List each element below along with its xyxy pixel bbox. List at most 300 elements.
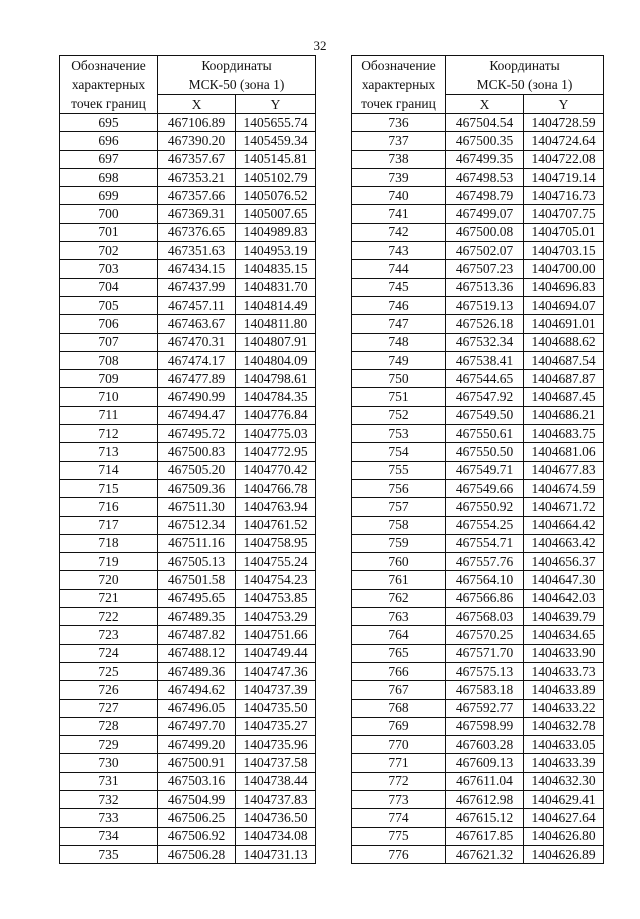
point-id-cell: 708 [60, 351, 158, 369]
point-id-cell: 766 [352, 662, 446, 680]
point-id-cell: 753 [352, 425, 446, 443]
header-coordinates: Координаты МСК-50 (зона 1) [158, 56, 316, 95]
y-coordinate-cell: 1404664.42 [524, 516, 604, 534]
table-row [60, 443, 316, 461]
y-coordinate-cell: 1404647.30 [524, 571, 604, 589]
table-row [60, 608, 316, 626]
y-coordinate-cell: 1404694.07 [524, 296, 604, 314]
x-coordinate-cell: 467566.86 [446, 589, 524, 607]
y-coordinate-cell: 1404688.62 [524, 333, 604, 351]
x-coordinate-cell: 467487.82 [158, 626, 236, 644]
point-id-cell: 719 [60, 553, 158, 571]
point-id-cell: 720 [60, 571, 158, 589]
table-row [352, 553, 604, 571]
y-coordinate-cell: 1404814.49 [236, 296, 316, 314]
x-coordinate-cell: 467571.70 [446, 644, 524, 662]
x-coordinate-cell: 467477.89 [158, 370, 236, 388]
x-coordinate-cell: 467489.35 [158, 608, 236, 626]
y-coordinate-cell: 1404770.42 [236, 461, 316, 479]
point-id-cell: 750 [352, 370, 446, 388]
x-coordinate-cell: 467390.20 [158, 132, 236, 150]
point-id-cell: 755 [352, 461, 446, 479]
y-coordinate-cell: 1404775.03 [236, 425, 316, 443]
coordinates-table-right [351, 55, 604, 864]
y-coordinate-cell: 1404691.01 [524, 315, 604, 333]
x-coordinate-cell: 467592.77 [446, 699, 524, 717]
y-coordinate-cell: 1404716.73 [524, 187, 604, 205]
x-coordinate-cell: 467351.63 [158, 242, 236, 260]
header-point-label: Обозначение характерных точек границ [352, 56, 446, 114]
point-id-cell: 721 [60, 589, 158, 607]
y-coordinate-cell: 1404674.59 [524, 479, 604, 497]
x-coordinate-cell: 467609.13 [446, 754, 524, 772]
table-row [352, 260, 604, 278]
point-id-cell: 768 [352, 699, 446, 717]
y-coordinate-cell: 1404737.83 [236, 790, 316, 808]
point-id-cell: 763 [352, 608, 446, 626]
x-coordinate-cell: 467506.92 [158, 827, 236, 845]
x-coordinate-cell: 467503.16 [158, 772, 236, 790]
y-coordinate-cell: 1404724.64 [524, 132, 604, 150]
point-id-cell: 747 [352, 315, 446, 333]
point-id-cell: 754 [352, 443, 446, 461]
y-coordinate-cell: 1404642.03 [524, 589, 604, 607]
point-id-cell: 705 [60, 296, 158, 314]
table-row [60, 681, 316, 699]
table-row [60, 260, 316, 278]
point-id-cell: 716 [60, 498, 158, 516]
x-coordinate-cell: 467499.07 [446, 205, 524, 223]
point-id-cell: 736 [352, 114, 446, 132]
x-coordinate-cell: 467494.62 [158, 681, 236, 699]
table-row [352, 406, 604, 424]
table-row [352, 534, 604, 552]
point-id-cell: 697 [60, 150, 158, 168]
table-row [352, 608, 604, 626]
coordinates-table-left [59, 55, 316, 864]
table-row [60, 150, 316, 168]
point-id-cell: 725 [60, 662, 158, 680]
table-row [352, 845, 604, 863]
x-coordinate-cell: 467568.03 [446, 608, 524, 626]
table-row [352, 351, 604, 369]
table-row [60, 242, 316, 260]
y-coordinate-cell: 1404633.90 [524, 644, 604, 662]
x-coordinate-cell: 467549.50 [446, 406, 524, 424]
x-coordinate-cell: 467357.66 [158, 187, 236, 205]
y-coordinate-cell: 1404700.00 [524, 260, 604, 278]
table-row [60, 370, 316, 388]
point-id-cell: 728 [60, 717, 158, 735]
point-id-cell: 706 [60, 315, 158, 333]
table-row [60, 553, 316, 571]
y-coordinate-cell: 1404758.95 [236, 534, 316, 552]
table-row [60, 479, 316, 497]
x-coordinate-cell: 467353.21 [158, 168, 236, 186]
point-id-cell: 767 [352, 681, 446, 699]
table-row [60, 772, 316, 790]
y-coordinate-cell: 1404633.73 [524, 662, 604, 680]
y-coordinate-cell: 1404734.08 [236, 827, 316, 845]
point-id-cell: 723 [60, 626, 158, 644]
x-coordinate-cell: 467507.23 [446, 260, 524, 278]
point-id-cell: 760 [352, 553, 446, 571]
y-coordinate-cell: 1404989.83 [236, 223, 316, 241]
point-id-cell: 741 [352, 205, 446, 223]
y-coordinate-cell: 1404633.39 [524, 754, 604, 772]
x-coordinate-cell: 467470.31 [158, 333, 236, 351]
point-id-cell: 758 [352, 516, 446, 534]
table-row [352, 827, 604, 845]
y-coordinate-cell: 1405145.81 [236, 150, 316, 168]
table-row [60, 114, 316, 132]
point-id-cell: 715 [60, 479, 158, 497]
y-coordinate-cell: 1405102.79 [236, 168, 316, 186]
x-coordinate-cell: 467506.25 [158, 809, 236, 827]
y-coordinate-cell: 1404737.39 [236, 681, 316, 699]
point-id-cell: 717 [60, 516, 158, 534]
y-coordinate-cell: 1404719.14 [524, 168, 604, 186]
y-coordinate-cell: 1404772.95 [236, 443, 316, 461]
x-coordinate-cell: 467547.92 [446, 388, 524, 406]
y-coordinate-cell: 1404755.24 [236, 553, 316, 571]
y-coordinate-cell: 1404763.94 [236, 498, 316, 516]
y-coordinate-cell: 1404686.21 [524, 406, 604, 424]
table-row [60, 809, 316, 827]
point-id-cell: 735 [60, 845, 158, 863]
y-coordinate-cell: 1404687.87 [524, 370, 604, 388]
table-row [60, 461, 316, 479]
point-id-cell: 696 [60, 132, 158, 150]
x-coordinate-cell: 467538.41 [446, 351, 524, 369]
y-coordinate-cell: 1404626.89 [524, 845, 604, 863]
x-coordinate-cell: 467504.99 [158, 790, 236, 808]
x-coordinate-cell: 467498.53 [446, 168, 524, 186]
x-coordinate-cell: 467498.79 [446, 187, 524, 205]
point-id-cell: 724 [60, 644, 158, 662]
table-row [352, 443, 604, 461]
x-coordinate-cell: 467369.31 [158, 205, 236, 223]
x-coordinate-cell: 467598.99 [446, 717, 524, 735]
y-coordinate-cell: 1405655.74 [236, 114, 316, 132]
x-coordinate-cell: 467106.89 [158, 114, 236, 132]
y-coordinate-cell: 1404807.91 [236, 333, 316, 351]
y-coordinate-cell: 1404738.44 [236, 772, 316, 790]
point-id-cell: 726 [60, 681, 158, 699]
table-row [60, 754, 316, 772]
x-coordinate-cell: 467505.20 [158, 461, 236, 479]
point-id-cell: 714 [60, 461, 158, 479]
point-id-cell: 756 [352, 479, 446, 497]
table-row [60, 644, 316, 662]
y-coordinate-cell: 1404634.65 [524, 626, 604, 644]
x-coordinate-cell: 467500.91 [158, 754, 236, 772]
x-coordinate-cell: 467434.15 [158, 260, 236, 278]
point-id-cell: 738 [352, 150, 446, 168]
point-id-cell: 718 [60, 534, 158, 552]
point-id-cell: 737 [352, 132, 446, 150]
table-row [60, 589, 316, 607]
x-coordinate-cell: 467500.83 [158, 443, 236, 461]
point-id-cell: 700 [60, 205, 158, 223]
point-id-cell: 704 [60, 278, 158, 296]
x-coordinate-cell: 467376.65 [158, 223, 236, 241]
y-coordinate-cell: 1404731.13 [236, 845, 316, 863]
table-row [352, 754, 604, 772]
point-id-cell: 757 [352, 498, 446, 516]
table-row [352, 388, 604, 406]
y-coordinate-cell: 1404632.30 [524, 772, 604, 790]
y-coordinate-cell: 1404761.52 [236, 516, 316, 534]
table-row [60, 296, 316, 314]
y-coordinate-cell: 1404707.75 [524, 205, 604, 223]
table-row [352, 132, 604, 150]
y-coordinate-cell: 1404632.78 [524, 717, 604, 735]
header-x: X [158, 95, 236, 114]
x-coordinate-cell: 467550.61 [446, 425, 524, 443]
y-coordinate-cell: 1404754.23 [236, 571, 316, 589]
y-coordinate-cell: 1404683.75 [524, 425, 604, 443]
point-id-cell: 746 [352, 296, 446, 314]
table-row [60, 845, 316, 863]
point-id-cell: 744 [352, 260, 446, 278]
table-row [352, 662, 604, 680]
x-coordinate-cell: 467550.92 [446, 498, 524, 516]
point-id-cell: 772 [352, 772, 446, 790]
table-row [352, 809, 604, 827]
x-coordinate-cell: 467488.12 [158, 644, 236, 662]
point-id-cell: 776 [352, 845, 446, 863]
point-id-cell: 759 [352, 534, 446, 552]
header-y: Y [524, 95, 604, 114]
point-id-cell: 727 [60, 699, 158, 717]
x-coordinate-cell: 467621.32 [446, 845, 524, 863]
x-coordinate-cell: 467496.05 [158, 699, 236, 717]
x-coordinate-cell: 467457.11 [158, 296, 236, 314]
point-id-cell: 742 [352, 223, 446, 241]
point-id-cell: 762 [352, 589, 446, 607]
point-id-cell: 710 [60, 388, 158, 406]
y-coordinate-cell: 1404627.64 [524, 809, 604, 827]
y-coordinate-cell: 1404735.50 [236, 699, 316, 717]
x-coordinate-cell: 467512.34 [158, 516, 236, 534]
x-coordinate-cell: 467474.17 [158, 351, 236, 369]
table-row [352, 205, 604, 223]
y-coordinate-cell: 1404703.15 [524, 242, 604, 260]
y-coordinate-cell: 1404737.58 [236, 754, 316, 772]
table-row [60, 699, 316, 717]
y-coordinate-cell: 1404735.96 [236, 736, 316, 754]
x-coordinate-cell: 467511.30 [158, 498, 236, 516]
table-row [352, 461, 604, 479]
y-coordinate-cell: 1404626.80 [524, 827, 604, 845]
x-coordinate-cell: 467494.47 [158, 406, 236, 424]
table-row [352, 589, 604, 607]
x-coordinate-cell: 467463.67 [158, 315, 236, 333]
y-coordinate-cell: 1404798.61 [236, 370, 316, 388]
table-row [60, 205, 316, 223]
x-coordinate-cell: 467506.28 [158, 845, 236, 863]
x-coordinate-cell: 467509.36 [158, 479, 236, 497]
x-coordinate-cell: 467501.58 [158, 571, 236, 589]
table-row [352, 717, 604, 735]
table-row [352, 150, 604, 168]
header-x: X [446, 95, 524, 114]
table-row [60, 626, 316, 644]
y-coordinate-cell: 1404687.54 [524, 351, 604, 369]
table-row [60, 223, 316, 241]
y-coordinate-cell: 1404736.50 [236, 809, 316, 827]
point-id-cell: 734 [60, 827, 158, 845]
y-coordinate-cell: 1404633.05 [524, 736, 604, 754]
point-id-cell: 711 [60, 406, 158, 424]
page-number: 32 [313, 38, 327, 53]
point-id-cell: 764 [352, 626, 446, 644]
x-coordinate-cell: 467513.36 [446, 278, 524, 296]
point-id-cell: 774 [352, 809, 446, 827]
point-id-cell: 748 [352, 333, 446, 351]
x-coordinate-cell: 467526.18 [446, 315, 524, 333]
table-row [352, 571, 604, 589]
point-id-cell: 701 [60, 223, 158, 241]
y-coordinate-cell: 1404753.29 [236, 608, 316, 626]
x-coordinate-cell: 467557.76 [446, 553, 524, 571]
y-coordinate-cell: 1404639.79 [524, 608, 604, 626]
x-coordinate-cell: 467617.85 [446, 827, 524, 845]
table-row [352, 479, 604, 497]
table-row [60, 333, 316, 351]
y-coordinate-cell: 1404687.45 [524, 388, 604, 406]
point-id-cell: 761 [352, 571, 446, 589]
table-row [352, 644, 604, 662]
header-y: Y [236, 95, 316, 114]
y-coordinate-cell: 1404633.89 [524, 681, 604, 699]
table-row [352, 772, 604, 790]
table-row [60, 132, 316, 150]
table-row [60, 406, 316, 424]
x-coordinate-cell: 467500.08 [446, 223, 524, 241]
y-coordinate-cell: 1404696.83 [524, 278, 604, 296]
x-coordinate-cell: 467499.20 [158, 736, 236, 754]
point-id-cell: 713 [60, 443, 158, 461]
table-row [60, 827, 316, 845]
table-row [60, 187, 316, 205]
x-coordinate-cell: 467575.13 [446, 662, 524, 680]
table-row [60, 662, 316, 680]
x-coordinate-cell: 467505.13 [158, 553, 236, 571]
y-coordinate-cell: 1404766.78 [236, 479, 316, 497]
point-id-cell: 707 [60, 333, 158, 351]
table-row [352, 790, 604, 808]
y-coordinate-cell: 1404677.83 [524, 461, 604, 479]
x-coordinate-cell: 467554.25 [446, 516, 524, 534]
x-coordinate-cell: 467499.35 [446, 150, 524, 168]
y-coordinate-cell: 1404831.70 [236, 278, 316, 296]
table-row [352, 296, 604, 314]
point-id-cell: 745 [352, 278, 446, 296]
table-row [60, 498, 316, 516]
point-id-cell: 730 [60, 754, 158, 772]
point-id-cell: 740 [352, 187, 446, 205]
table-row [352, 736, 604, 754]
table-row [60, 736, 316, 754]
table-row [352, 425, 604, 443]
y-coordinate-cell: 1404804.09 [236, 351, 316, 369]
y-coordinate-cell: 1404784.35 [236, 388, 316, 406]
x-coordinate-cell: 467564.10 [446, 571, 524, 589]
y-coordinate-cell: 1404633.22 [524, 699, 604, 717]
table-row [352, 315, 604, 333]
x-coordinate-cell: 467611.04 [446, 772, 524, 790]
x-coordinate-cell: 467612.98 [446, 790, 524, 808]
table-row [60, 425, 316, 443]
table-row [352, 498, 604, 516]
y-coordinate-cell: 1405007.65 [236, 205, 316, 223]
table-row [352, 242, 604, 260]
point-id-cell: 703 [60, 260, 158, 278]
table-row [60, 534, 316, 552]
x-coordinate-cell: 467489.36 [158, 662, 236, 680]
table-row [352, 333, 604, 351]
x-coordinate-cell: 467532.34 [446, 333, 524, 351]
point-id-cell: 729 [60, 736, 158, 754]
point-id-cell: 775 [352, 827, 446, 845]
x-coordinate-cell: 467511.16 [158, 534, 236, 552]
y-coordinate-cell: 1405459.34 [236, 132, 316, 150]
table-row [352, 370, 604, 388]
table-row [352, 516, 604, 534]
table-row [352, 223, 604, 241]
y-coordinate-cell: 1404953.19 [236, 242, 316, 260]
y-coordinate-cell: 1404751.66 [236, 626, 316, 644]
table-row [352, 114, 604, 132]
point-id-cell: 743 [352, 242, 446, 260]
y-coordinate-cell: 1404835.15 [236, 260, 316, 278]
table-row [352, 168, 604, 186]
y-coordinate-cell: 1404811.80 [236, 315, 316, 333]
x-coordinate-cell: 467495.72 [158, 425, 236, 443]
table-row [60, 388, 316, 406]
y-coordinate-cell: 1404656.37 [524, 553, 604, 571]
header-point-label: Обозначение характерных точек границ [60, 56, 158, 114]
y-coordinate-cell: 1404753.85 [236, 589, 316, 607]
x-coordinate-cell: 467437.99 [158, 278, 236, 296]
point-id-cell: 695 [60, 114, 158, 132]
table-row [60, 790, 316, 808]
table-row [60, 315, 316, 333]
y-coordinate-cell: 1404663.42 [524, 534, 604, 552]
table-row [60, 168, 316, 186]
y-coordinate-cell: 1404722.08 [524, 150, 604, 168]
x-coordinate-cell: 467357.67 [158, 150, 236, 168]
x-coordinate-cell: 467519.13 [446, 296, 524, 314]
y-coordinate-cell: 1404747.36 [236, 662, 316, 680]
header-coordinates: Координаты МСК-50 (зона 1) [446, 56, 604, 95]
table-row [352, 187, 604, 205]
y-coordinate-cell: 1404705.01 [524, 223, 604, 241]
x-coordinate-cell: 467502.07 [446, 242, 524, 260]
x-coordinate-cell: 467495.65 [158, 589, 236, 607]
x-coordinate-cell: 467554.71 [446, 534, 524, 552]
table-row [352, 626, 604, 644]
table-row [352, 681, 604, 699]
x-coordinate-cell: 467490.99 [158, 388, 236, 406]
y-coordinate-cell: 1405076.52 [236, 187, 316, 205]
x-coordinate-cell: 467549.71 [446, 461, 524, 479]
table-row [60, 278, 316, 296]
point-id-cell: 709 [60, 370, 158, 388]
point-id-cell: 731 [60, 772, 158, 790]
